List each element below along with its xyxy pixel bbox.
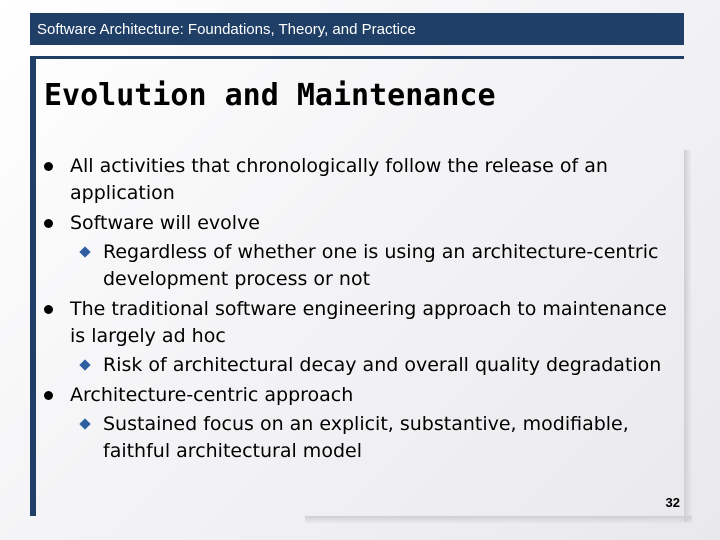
frame-bottom-shadow — [305, 516, 692, 524]
bullet-item — [44, 382, 684, 465]
bullet-item — [44, 210, 684, 293]
bullet-dot-icon — [44, 391, 53, 400]
bullet-list — [44, 153, 684, 468]
sub-bullet-text: Regardless of whether one is using an architecture-centric development process or not — [103, 241, 659, 290]
frame-left-line — [30, 56, 36, 516]
slide-title: Evolution and Maintenance — [44, 78, 496, 113]
sub-bullet-item — [70, 239, 684, 293]
sub-bullet-text: Risk of architectural decay and overall quality degradation — [103, 354, 662, 376]
page-number: 32 — [665, 495, 680, 510]
diamond-bullet-icon — [79, 246, 90, 257]
bullet-text: Architecture-centric approach — [70, 384, 354, 406]
diamond-bullet-icon — [79, 418, 90, 429]
header-title: Software Architecture: Foundations, Theory, and Practice — [37, 20, 416, 38]
frame-top-line — [30, 56, 684, 59]
sub-bullet-item — [70, 352, 684, 379]
diamond-bullet-icon — [79, 359, 90, 370]
bullet-item — [44, 296, 684, 379]
bullet-dot-icon — [44, 305, 53, 314]
bullet-text: All activities that chronologically follow the release of an application — [70, 155, 608, 204]
sub-bullet-text: Sustained focus on an explicit, substantive, modifiable, faithful architectural model — [103, 413, 629, 462]
bullet-dot-icon — [44, 219, 53, 228]
frame-right-shadow — [684, 150, 692, 522]
sub-bullet-item — [70, 411, 684, 465]
bullet-text: The traditional software engineering approach to maintenance is largely ad hoc — [70, 298, 667, 347]
bullet-text: Software will evolve — [70, 212, 260, 234]
bullet-item — [44, 153, 684, 207]
bullet-dot-icon — [44, 162, 53, 171]
header-bar — [30, 13, 684, 45]
